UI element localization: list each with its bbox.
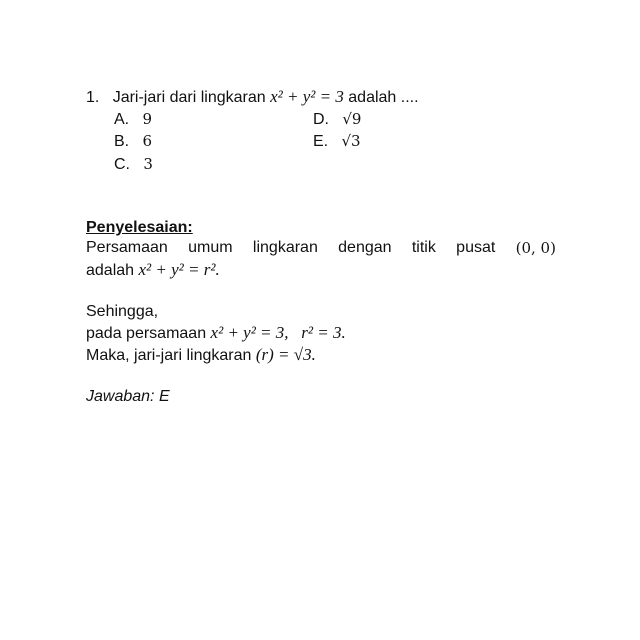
option-value: √9 [342,110,362,128]
option-c [114,154,153,175]
option-letter: E. [313,133,329,150]
option-letter: D. [313,111,329,128]
word: umum [188,239,233,256]
word: dengan [338,239,392,256]
question-text: Jari-jari dari lingkaran [112,89,266,106]
option-value: √3 [341,132,361,150]
question-equation: x² + y² = 3 [270,87,344,106]
solution-line-4 [86,323,346,344]
word: titik [411,239,436,256]
word: Persamaan [86,239,168,256]
word: pusat [456,239,496,256]
solution-line-3: Sehingga, [86,303,159,320]
option-letter: C. [114,156,130,173]
option-value: 9 [142,110,153,128]
option-letter: A. [114,111,130,128]
answer: Jawaban: E [86,388,170,405]
solution-heading: Penyelesaian: [86,219,193,236]
option-a [114,109,152,130]
question-text-after: adalah .... [348,89,419,106]
option-d [313,109,361,130]
center-point: (0, 0) [515,239,556,257]
text: pada persamaan [86,325,207,342]
word: lingkaran [252,239,318,256]
option-value: 3 [143,155,153,173]
option-letter: B. [114,133,130,150]
option-e [313,131,361,152]
radius-result: (r) = √3. [255,345,316,364]
general-equation: x² + y² = r². [138,260,220,279]
question-line [86,87,419,108]
solution-line-1 [86,238,556,258]
solution-line-2 [86,260,220,281]
text: Maka, jari-jari lingkaran [86,347,252,364]
equation: x² + y² = 3, r² = 3. [210,323,346,342]
solution-line-5 [86,345,316,366]
option-b [114,131,152,152]
question-number: 1. [86,89,100,106]
option-value: 6 [142,132,153,150]
text: adalah [86,262,135,279]
